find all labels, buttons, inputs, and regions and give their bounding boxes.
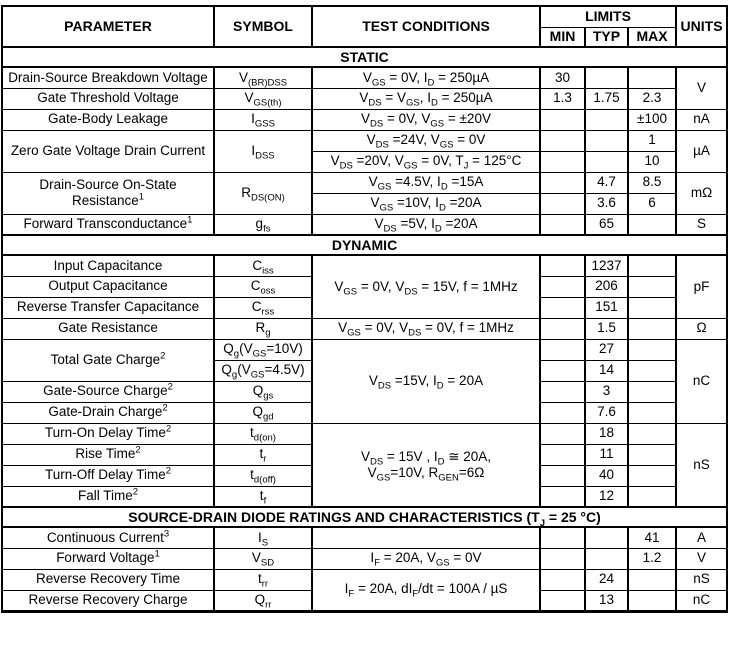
symbol-cell: $I_{GSS}$ [214, 109, 312, 130]
symbol-cell: $Q_g(V_{GS}=4.5V)$ [214, 360, 312, 381]
parameter-cell: Continuous Current$^3$ [2, 527, 214, 548]
symbol-cell: $C_{iss}$ [214, 255, 312, 276]
units-cell: mΩ [676, 172, 727, 214]
min-cell [540, 109, 585, 130]
min-cell [540, 444, 585, 465]
min-cell [540, 193, 585, 214]
parameter-cell: Drain-Source Breakdown Voltage [2, 67, 214, 88]
typ-cell [585, 109, 628, 130]
min-cell [540, 172, 585, 193]
typ-cell: 151 [585, 297, 628, 318]
table-header [2, 6, 727, 47]
table-row [2, 67, 727, 88]
condition-cell: $V_{GS} = 0V$, $V_{DS} = 0V$, f = 1MHz [312, 318, 540, 339]
max-cell [628, 360, 676, 381]
max-cell [628, 214, 676, 235]
condition-cell: $V_{DS} =5V$, $I_D =20A$ [312, 214, 540, 235]
table-row [2, 527, 727, 548]
table-row [2, 423, 727, 444]
units-cell: nC [676, 339, 727, 423]
typ-cell: 1.75 [585, 88, 628, 109]
parameter-cell: Gate-Body Leakage [2, 109, 214, 130]
typ-cell: 65 [585, 214, 628, 235]
units-cell: nC [676, 590, 727, 611]
section-title-diode: SOURCE-DRAIN DIODE RATINGS AND CHARACTERISTICS ($T_J = 25$ °C) [2, 507, 727, 527]
units-cell: Ω [676, 318, 727, 339]
max-cell: ±100 [628, 109, 676, 130]
col-header-test-conditions: TEST CONDITIONS [312, 6, 540, 47]
max-cell [628, 402, 676, 423]
units-cell: nS [676, 423, 727, 507]
symbol-cell: $Q_{gd}$ [214, 402, 312, 423]
condition-cell: $V_{DS} =15V$, $I_D = 20A$ [312, 339, 540, 423]
typ-cell: 3 [585, 381, 628, 402]
table-row [2, 548, 727, 569]
electrical-characteristics-table [1, 5, 728, 613]
parameter-cell: Gate Resistance [2, 318, 214, 339]
symbol-cell: $Q_{rr}$ [214, 590, 312, 611]
max-cell [628, 67, 676, 88]
min-cell [540, 569, 585, 590]
typ-cell: 24 [585, 569, 628, 590]
min-cell [540, 339, 585, 360]
section-title-static: STATIC [2, 47, 727, 67]
parameter-cell: Reverse Recovery Charge [2, 590, 214, 611]
typ-cell: 18 [585, 423, 628, 444]
condition-cell [312, 423, 540, 507]
min-cell [540, 402, 585, 423]
table-row [2, 88, 727, 109]
condition-cell: $I_F = 20A$, $V_{GS} = 0V$ [312, 548, 540, 569]
min-cell: 30 [540, 67, 585, 88]
parameter-cell: Drain-Source On-State Resistance$^1$ [2, 172, 214, 214]
condition-cell: $V_{GS} = 0V$, $I_D = 250\mu A$ [312, 67, 540, 88]
max-cell: 1.2 [628, 548, 676, 569]
typ-cell: 4.7 [585, 172, 628, 193]
min-cell [540, 214, 585, 235]
condition-cell: $V_{DS} =20V$, $V_{GS} = 0V$, $T_J = 125^\circ C$ [312, 151, 540, 172]
symbol-cell: $C_{rss}$ [214, 297, 312, 318]
parameter-cell: Output Capacitance [2, 276, 214, 297]
min-cell [540, 318, 585, 339]
table-row [2, 339, 727, 360]
units-cell: nS [676, 569, 727, 590]
condition-cell: $I_F = 20A$, $dI_F/dt = 100A / \mu S$ [312, 569, 540, 611]
max-cell [628, 339, 676, 360]
condition-cell: $V_{DS} =24V$, $V_{GS} = 0V$ [312, 130, 540, 151]
typ-cell: 206 [585, 276, 628, 297]
symbol-cell: $t_f$ [214, 486, 312, 507]
symbol-cell: $I_{DSS}$ [214, 130, 312, 172]
typ-cell [585, 151, 628, 172]
typ-cell: 1.5 [585, 318, 628, 339]
col-header-symbol: SYMBOL [214, 6, 312, 47]
symbol-cell: $t_{d(off)}$ [214, 465, 312, 486]
col-header-min: MIN [540, 27, 585, 47]
max-cell [628, 590, 676, 611]
typ-cell: 3.6 [585, 193, 628, 214]
max-cell: 41 [628, 527, 676, 548]
min-cell [540, 360, 585, 381]
table-row [2, 172, 727, 193]
symbol-cell: $g_{fs}$ [214, 214, 312, 235]
symbol-cell: $R_g$ [214, 318, 312, 339]
max-cell [628, 297, 676, 318]
parameter-cell: Turn-On Delay Time$^2$ [2, 423, 214, 444]
typ-cell: 7.6 [585, 402, 628, 423]
max-cell [628, 569, 676, 590]
max-cell: 8.5 [628, 172, 676, 193]
units-cell: V [676, 67, 727, 109]
typ-cell [585, 67, 628, 88]
symbol-cell: $t_{rr}$ [214, 569, 312, 590]
min-cell [540, 255, 585, 276]
symbol-cell: $Q_g(V_{GS}=10V)$ [214, 339, 312, 360]
parameter-cell: Gate Threshold Voltage [2, 88, 214, 109]
max-cell: 2.3 [628, 88, 676, 109]
condition-line: $V_{DS} = 15V$ , $I_D$ ≅ 20A, [360, 448, 492, 468]
min-cell [540, 297, 585, 318]
symbol-cell: $Q_{gs}$ [214, 381, 312, 402]
min-cell [540, 590, 585, 611]
table-row [2, 569, 727, 590]
units-cell: A [676, 527, 727, 548]
min-cell [540, 465, 585, 486]
parameter-cell: Reverse Transfer Capacitance [2, 297, 214, 318]
condition-cell: $V_{GS} =4.5V$, $I_D =15A$ [312, 172, 540, 193]
parameter-cell: Fall Time$^2$ [2, 486, 214, 507]
typ-cell: 13 [585, 590, 628, 611]
symbol-cell: $C_{oss}$ [214, 276, 312, 297]
min-cell [540, 486, 585, 507]
section-row-diode [2, 507, 727, 527]
parameter-cell: Turn-Off Delay Time$^2$ [2, 465, 214, 486]
parameter-cell: Forward Transconductance$^1$ [2, 214, 214, 235]
min-cell [540, 548, 585, 569]
col-header-units: UNITS [676, 6, 727, 47]
table-row [2, 214, 727, 235]
max-cell: 1 [628, 130, 676, 151]
max-cell [628, 423, 676, 444]
section-title-dynamic: DYNAMIC [2, 235, 727, 255]
typ-cell [585, 130, 628, 151]
typ-cell: 14 [585, 360, 628, 381]
condition-cell: $V_{DS} = V_{GS}$, $I_D = 250\mu A$ [312, 88, 540, 109]
symbol-cell: $t_r$ [214, 444, 312, 465]
max-cell: 6 [628, 193, 676, 214]
typ-cell [585, 548, 628, 569]
table-row [2, 109, 727, 130]
parameter-cell: Gate-Source Charge$^2$ [2, 381, 214, 402]
symbol-cell: $V_{(BR)DSS}$ [214, 67, 312, 88]
symbol-cell: $R_{DS(ON)}$ [214, 172, 312, 214]
condition-cell: $V_{DS} = 0V$, $V_{GS} = \pm 20V$ [312, 109, 540, 130]
parameter-cell: Zero Gate Voltage Drain Current [2, 130, 214, 172]
typ-cell: 27 [585, 339, 628, 360]
min-cell: 1.3 [540, 88, 585, 109]
symbol-cell: $I_S$ [214, 527, 312, 548]
typ-cell: 1237 [585, 255, 628, 276]
parameter-cell: Gate-Drain Charge$^2$ [2, 402, 214, 423]
min-cell [540, 423, 585, 444]
units-cell: V [676, 548, 727, 569]
condition-cell [312, 527, 540, 548]
min-cell [540, 130, 585, 151]
max-cell [628, 255, 676, 276]
symbol-cell: $V_{GS(th)}$ [214, 88, 312, 109]
min-cell [540, 527, 585, 548]
units-cell: µA [676, 130, 727, 172]
typ-cell: 11 [585, 444, 628, 465]
typ-cell: 12 [585, 486, 628, 507]
table-row [2, 255, 727, 276]
col-header-typ: TYP [585, 27, 628, 47]
max-cell [628, 486, 676, 507]
parameter-cell: Total Gate Charge$^2$ [2, 339, 214, 381]
typ-cell: 40 [585, 465, 628, 486]
max-cell [628, 276, 676, 297]
symbol-cell: $t_{d(on)}$ [214, 423, 312, 444]
col-header-limits: LIMITS [540, 6, 676, 27]
condition-cell: $V_{GS} = 0V$, $V_{DS} = 15V$, f = 1MHz [312, 255, 540, 318]
table-row [2, 318, 727, 339]
units-cell: nA [676, 109, 727, 130]
table-row [2, 130, 727, 151]
condition-cell: $V_{GS} =10V$, $I_D =20A$ [312, 193, 540, 214]
section-row-dynamic [2, 235, 727, 255]
col-header-max: MAX [628, 27, 676, 47]
parameter-cell: Forward Voltage$^1$ [2, 548, 214, 569]
max-cell [628, 444, 676, 465]
condition-line: $V_{GS}=10V$, $R_{GEN}=6\Omega$ [367, 464, 485, 484]
parameter-cell: Rise Time$^2$ [2, 444, 214, 465]
max-cell [628, 318, 676, 339]
col-header-parameter: PARAMETER [2, 6, 214, 47]
max-cell [628, 381, 676, 402]
min-cell [540, 381, 585, 402]
max-cell [628, 465, 676, 486]
max-cell: 10 [628, 151, 676, 172]
symbol-cell: $V_{SD}$ [214, 548, 312, 569]
typ-cell [585, 527, 628, 548]
min-cell [540, 151, 585, 172]
section-row-static [2, 47, 727, 67]
min-cell [540, 276, 585, 297]
parameter-cell: Input Capacitance [2, 255, 214, 276]
units-cell: pF [676, 255, 727, 318]
units-cell: S [676, 214, 727, 235]
parameter-cell: Reverse Recovery Time [2, 569, 214, 590]
